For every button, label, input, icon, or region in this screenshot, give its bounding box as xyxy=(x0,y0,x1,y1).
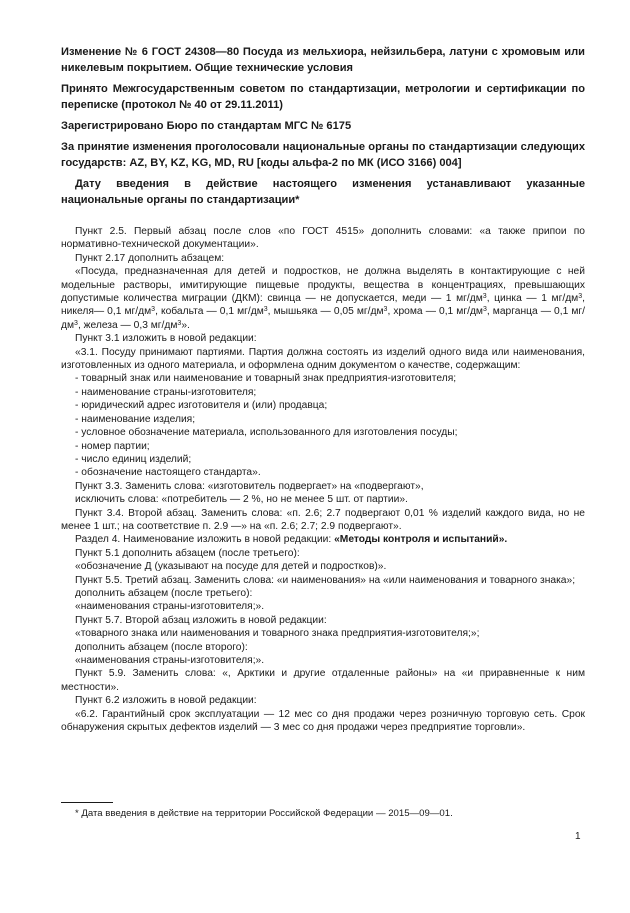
paragraph: Пункт 5.9. Заменить слова: «, Арктики и другие отдаленные районы» на «и приравненные к ним местности». xyxy=(61,668,585,693)
text: ». xyxy=(181,319,190,331)
registration-statement: Зарегистрировано Бюро по стандартам МГС № 6175 xyxy=(61,120,352,132)
paragraph: «товарного знака или наименования и товарного знака предприятия-изготовителя;»; xyxy=(75,628,480,640)
text: , кобальта — 0,1 мг/дм xyxy=(155,306,264,318)
paragraph: Пункт 5.1 дополнить абзацем (после третьего): xyxy=(75,547,300,559)
superscript: 3 xyxy=(151,306,156,314)
list-item: - условное обозначение материала, использованного для изготовления посуды; xyxy=(75,427,458,439)
list-item: - обозначение настоящего стандарта». xyxy=(75,467,261,479)
bold-text: «Методы контроля и испытаний». xyxy=(334,534,508,546)
paragraph: «6.2. Гарантийный срок эксплуатации — 12 мес со дня продажи через розничную торговую сеть. Срок обнаружения скрытых дефектов изделий — 3 мес со дня продажи через предприятие торговли». xyxy=(61,708,585,734)
list-item: - номер партии; xyxy=(75,440,150,452)
superscript: 3 xyxy=(74,319,78,327)
footnote-divider xyxy=(61,802,113,803)
paragraph: Пункт 5.7. Второй абзац изложить в новой редакции: xyxy=(75,614,327,626)
paragraph: Пункт 5.5. Третий абзац. Заменить слова: «и наименования» на «или наименования и товарного знака»; xyxy=(75,574,576,586)
text: «Посуда, предназначенная для детей и подростков, не должна выделять в контактирующие с ней модельные растворы, имитирующие пищевые продукты, вещества в концентрациях, превышающих допустимые количества миграции (ДКМ): свинца — не допускается, меди — 1 мг/дм xyxy=(61,266,585,305)
text: , марганца — 0,1 мг/дм xyxy=(61,306,585,331)
text: , цинка — 1 мг/дм xyxy=(486,293,579,305)
paragraph: Пункт 2.17 дополнить абзацем: xyxy=(75,252,225,264)
text: , мышьяка — 0,05 мг/дм xyxy=(267,306,384,318)
adopted-statement: Принято Межгосударственным советом по стандартизации, метрологии и сертификации по переписке (протокол № 40 от 29.11.2011) xyxy=(61,83,585,111)
superscript: 3 xyxy=(383,306,388,314)
list-item: - наименование страны-изготовителя; xyxy=(75,386,257,398)
text: Раздел 4. Наименование изложить в новой редакции: xyxy=(75,534,335,546)
paragraph: «наименования страны-изготовителя;». xyxy=(75,655,265,666)
superscript: 3 xyxy=(263,306,268,314)
paragraph: «наименования страны-изготовителя;». xyxy=(75,601,265,613)
paragraph: дополнить абзацем (после третьего): xyxy=(75,587,253,599)
paragraph: «обозначение Д (указывают на посуде для детей и подростков)». xyxy=(75,561,387,573)
paragraph: Пункт 6.2 изложить в новой редакции: xyxy=(75,695,257,707)
paragraph-section-4 xyxy=(61,533,585,546)
amendment-title: Изменение № 6 ГОСТ 24308—80 Посуда из мельхиора, нейзильбера, латуни с хромовым или никелевым покрытием. Общие технические условия xyxy=(61,46,585,74)
list-item: - наименование изделия; xyxy=(75,413,196,425)
text: , никеля— 0,1 мг/дм xyxy=(61,293,585,318)
superscript: 3 xyxy=(482,293,487,301)
list-item: - товарный знак или наименование и товарный знак предприятия-изготовителя; xyxy=(75,373,457,385)
superscript: 3 xyxy=(177,319,182,327)
paragraph: Пункт 3.1 изложить в новой редакции: xyxy=(75,333,257,345)
voting-statement: За принятие изменения проголосовали национальные органы по стандартизации следующих государств: AZ, BY, KZ, KG, MD, RU [коды альфа-2 по МК (ИСО 3166) 004] xyxy=(61,141,585,169)
paragraph: «3.1. Посуду принимают партиями. Партия должна состоять из изделий одного вида или наименования, изготовленных из одного материала, и оформлена одним документом о качестве, содержащим: xyxy=(61,346,585,372)
document-body xyxy=(61,225,585,734)
text: , хрома — 0,1 мг/дм xyxy=(387,306,483,318)
effective-date-statement: Дату введения в действие настоящего изменения устанавливают указанные национальные органы по стандартизации* xyxy=(61,178,585,206)
footnote: * Дата введения в действие на территории Российской Федерации — 2015—09—01. xyxy=(75,808,453,819)
document-page xyxy=(61,44,585,734)
list-item: - юридический адрес изготовителя и (или) продавца; xyxy=(75,400,328,412)
superscript: 3 xyxy=(482,306,487,314)
paragraph: исключить слова: «потребитель — 2 %, но не менее 5 шт. от партии». xyxy=(75,494,408,506)
list-item: - число единиц изделий; xyxy=(75,453,192,465)
paragraph: Пункт 3.4. Второй абзац. Заменить слова: «п. 2.6; 2.7 подвергают 0,01 % изделий каждого вида, но не менее 1 шт.; на соответствие п. 2.9 —» на «п. 2.6; 2.7; 2.9 подвергают». xyxy=(61,507,585,532)
paragraph: Пункт 2.5. Первый абзац после слов «по ГОСТ 4515» дополнить словами: «а также припои по нормативно-технической документации». xyxy=(61,226,585,251)
superscript: 3 xyxy=(578,293,583,301)
page-number: 1 xyxy=(575,831,581,842)
text: , железа — 0,3 мг/дм xyxy=(77,319,178,331)
paragraph: Пункт 3.3. Заменить слова: «изготовитель подвергает» на «подвергают», xyxy=(75,480,424,492)
paragraph-migration-limits xyxy=(61,265,585,332)
paragraph: дополнить абзацем (после второго): xyxy=(75,641,248,653)
